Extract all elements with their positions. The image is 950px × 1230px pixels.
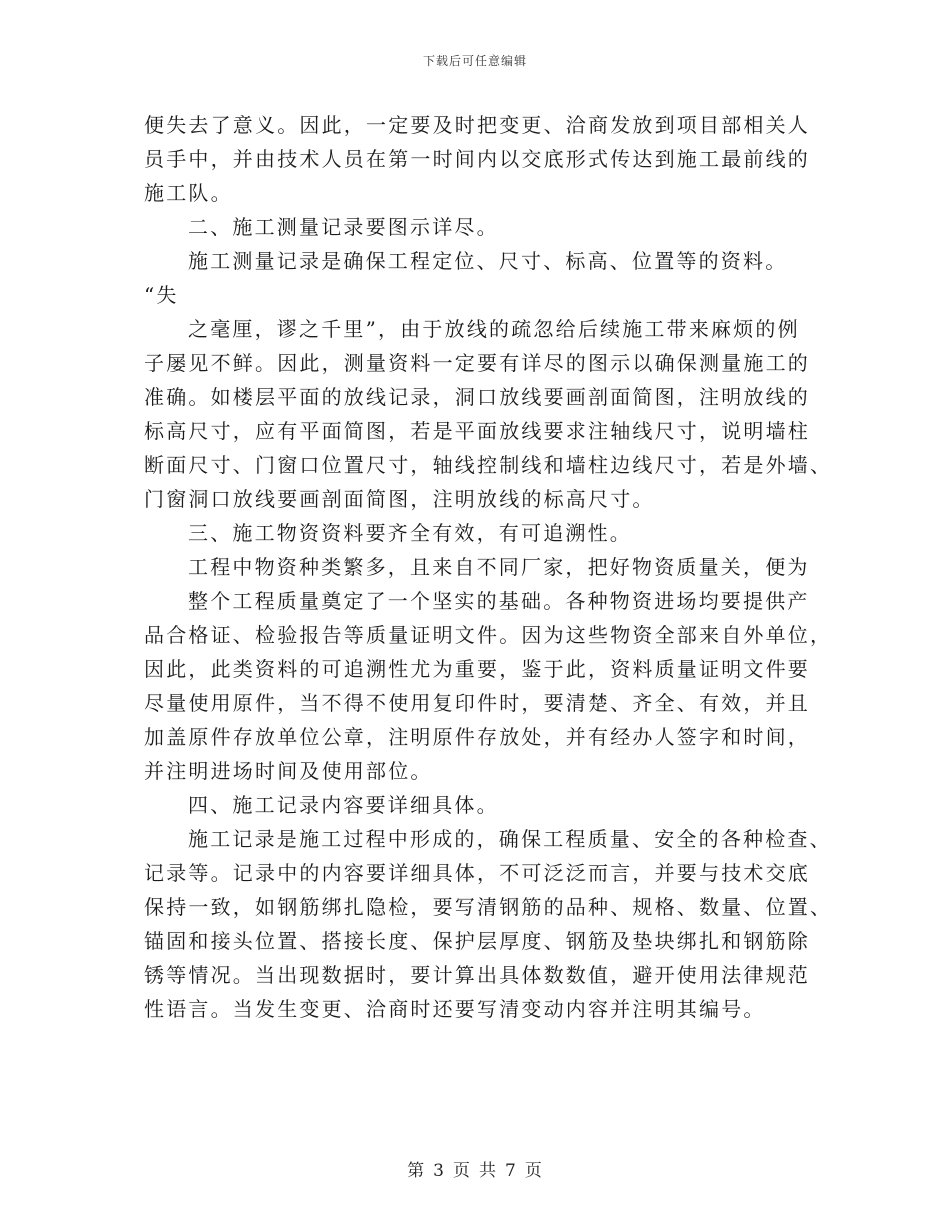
text-line: 员手中，并由技术人员在第一时间内以交底形式传达到施工最前线的: [144, 147, 810, 171]
text-line: 门窗洞口放线要画剖面简图，注明放线的标高尺寸。: [144, 487, 655, 511]
text-line: “失: [144, 283, 179, 307]
text-line: 加盖原件存放单位公章，注明原件存放处，并有经办人签字和时间，: [144, 725, 810, 749]
page-footer: [0, 1156, 950, 1181]
page-footer-prefix: 第: [407, 1161, 426, 1181]
text-line: 记录等。记录中的内容要详细具体，不可泛泛而言，并要与技术交底: [144, 861, 810, 885]
text-line: 并注明进场时间及使用部位。: [144, 759, 433, 783]
text-line: 子屡见不鲜。因此，测量资料一定要有详尽的图示以确保测量施工的: [144, 351, 810, 375]
text-line: 尽量使用原件，当不得不使用复印件时，要清楚、齐全、有效，并且: [144, 691, 810, 715]
page-footer-total-word: 共: [479, 1161, 497, 1181]
text-line: 施工记录是施工过程中形成的，确保工程质量、安全的各种检查、: [188, 827, 832, 851]
text-line: 施工测量记录是确保工程定位、尺寸、标高、位置等的资料。: [188, 249, 788, 273]
text-line: 准确。如楼层平面的放线记录，洞口放线要画剖面简图，注明放线的: [144, 385, 810, 409]
text-line: 四、施工记录内容要详细具体。: [188, 793, 499, 817]
text-line: 工程中物资种类繁多，且来自不同厂家，把好物资质量关，便为: [188, 555, 810, 579]
text-line: 标高尺寸，应有平面简图，若是平面放线要求注轴线尺寸，说明墙柱: [144, 419, 810, 443]
text-line: 品合格证、检验报告等质量证明文件。因为这些物资全部来自外单位，: [144, 623, 833, 647]
text-line: 三、施工物资资料要齐全有效，有可追溯性。: [188, 521, 632, 545]
current-page-number: 3: [433, 1161, 445, 1181]
page-footer-page-word: 页: [453, 1161, 471, 1181]
page-footer-suffix: 页: [524, 1161, 543, 1181]
text-line: 断面尺寸、门窗口位置尺寸，轴线控制线和墙柱边线尺寸，若是外墙、: [144, 453, 833, 477]
text-line: 因此，此类资料的可追溯性尤为重要，鉴于此，资料质量证明文件要: [144, 657, 810, 681]
total-page-count: 7: [505, 1161, 517, 1181]
text-line: 锚固和接头位置、搭接长度、保护层厚度、钢筋及垫块绑扎和钢筋除: [144, 929, 810, 953]
text-line: 保持一致，如钢筋绑扎隐检，要写清钢筋的品种、规格、数量、位置、: [144, 895, 833, 919]
text-line: 性语言。当发生变更、洽商时还要写清变动内容并注明其编号。: [144, 997, 766, 1021]
text-line: 锈等情况。当出现数据时，要计算出具体数数值，避开使用法律规范: [144, 963, 810, 987]
page-header: 下载后可任意编辑: [422, 54, 527, 68]
text-line: 施工队。: [144, 181, 233, 205]
text-line: 整个工程质量奠定了一个坚实的基础。各种物资进场均要提供产: [188, 589, 810, 613]
text-line: 便失去了意义。因此，一定要及时把变更、洽商发放到项目部相关人: [144, 113, 810, 137]
text-line: 之毫厘，谬之千里”，由于放线的疏忽给后续施工带来麻烦的例: [188, 317, 800, 341]
text-line: 二、施工测量记录要图示详尽。: [188, 215, 499, 239]
document-body: [144, 108, 833, 1026]
